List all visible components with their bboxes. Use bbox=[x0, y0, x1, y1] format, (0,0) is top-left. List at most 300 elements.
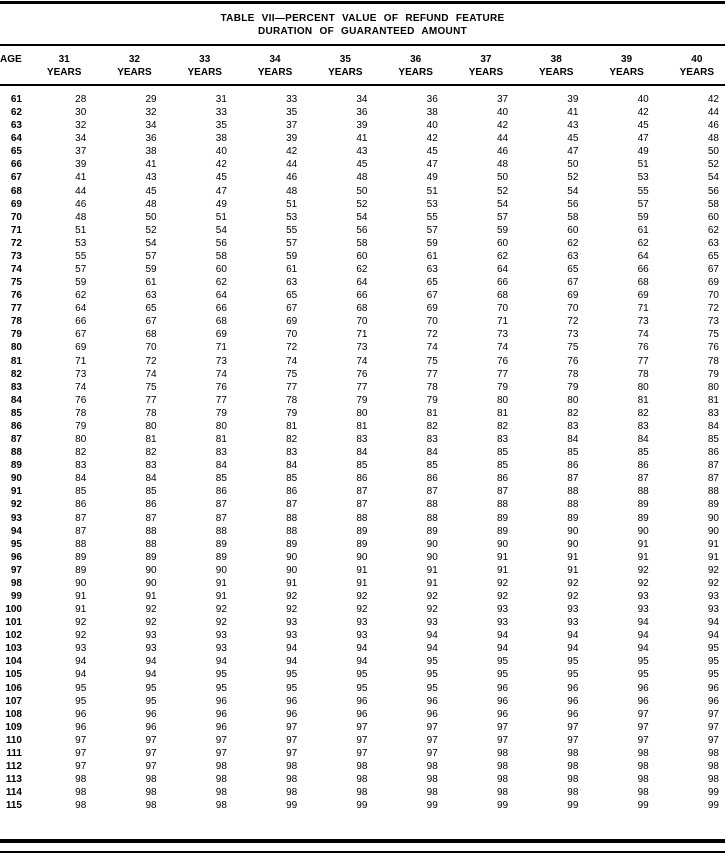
value-cell: 85 bbox=[496, 447, 509, 459]
value-cell: 74 bbox=[75, 381, 87, 393]
value-cell: 83 bbox=[426, 434, 438, 446]
value-cell: 82 bbox=[75, 447, 87, 459]
value-cell: 44 bbox=[707, 107, 719, 119]
age-cell: 78 bbox=[10, 316, 22, 328]
value-cell: 42 bbox=[215, 159, 227, 171]
year-column-header: 39 bbox=[620, 54, 633, 65]
value-cell: 78 bbox=[707, 355, 719, 367]
value-cell: 98 bbox=[496, 747, 509, 759]
value-cell: 76 bbox=[707, 342, 719, 354]
value-cell: 69 bbox=[426, 303, 438, 315]
age-cell: 80 bbox=[10, 342, 22, 354]
value-cell: 90 bbox=[356, 551, 368, 563]
years-sublabel: YEARS bbox=[328, 67, 363, 78]
value-cell: 86 bbox=[215, 486, 227, 498]
table-row bbox=[0, 564, 725, 577]
value-cell: 61 bbox=[286, 264, 298, 276]
value-cell: 84 bbox=[145, 473, 157, 485]
value-cell: 55 bbox=[637, 185, 649, 197]
table-row bbox=[0, 341, 725, 354]
value-cell: 67 bbox=[286, 303, 298, 315]
value-cell: 90 bbox=[637, 525, 649, 537]
value-cell: 98 bbox=[496, 787, 509, 799]
value-cell: 49 bbox=[215, 198, 227, 210]
table-row bbox=[0, 394, 725, 407]
value-cell: 66 bbox=[356, 290, 368, 302]
value-cell: 82 bbox=[286, 434, 298, 446]
table-row bbox=[0, 551, 725, 564]
value-cell: 92 bbox=[75, 617, 87, 629]
top-rule bbox=[0, 1, 725, 4]
value-cell: 96 bbox=[496, 695, 509, 707]
value-cell: 91 bbox=[707, 538, 719, 550]
value-cell: 33 bbox=[215, 107, 227, 119]
value-cell: 51 bbox=[426, 185, 438, 197]
value-cell: 70 bbox=[286, 329, 298, 341]
value-cell: 82 bbox=[567, 407, 579, 419]
value-cell: 74 bbox=[637, 329, 649, 341]
value-cell: 71 bbox=[637, 303, 649, 315]
age-cell: 84 bbox=[10, 394, 22, 406]
value-cell: 65 bbox=[286, 290, 298, 302]
value-cell: 99 bbox=[567, 800, 579, 812]
value-cell: 62 bbox=[215, 277, 227, 289]
value-cell: 54 bbox=[496, 198, 509, 210]
value-cell: 35 bbox=[286, 107, 298, 119]
value-cell: 91 bbox=[426, 577, 438, 589]
value-cell: 70 bbox=[356, 316, 368, 328]
age-cell: 107 bbox=[5, 695, 22, 707]
value-cell: 93 bbox=[426, 617, 438, 629]
table-row bbox=[0, 721, 725, 734]
value-cell: 69 bbox=[707, 277, 719, 289]
value-cell: 98 bbox=[356, 787, 368, 799]
value-cell: 85 bbox=[145, 486, 157, 498]
value-cell: 60 bbox=[496, 237, 509, 249]
value-cell: 80 bbox=[496, 394, 509, 406]
table-row bbox=[0, 132, 725, 145]
value-cell: 99 bbox=[356, 800, 368, 812]
value-cell: 92 bbox=[145, 617, 157, 629]
value-cell: 68 bbox=[145, 329, 157, 341]
table-row bbox=[0, 603, 725, 616]
age-cell: 90 bbox=[10, 473, 22, 485]
age-cell: 75 bbox=[10, 277, 22, 289]
value-cell: 95 bbox=[356, 682, 368, 694]
value-cell: 98 bbox=[637, 747, 649, 759]
value-cell: 80 bbox=[637, 381, 649, 393]
value-cell: 42 bbox=[286, 146, 298, 158]
value-cell: 95 bbox=[75, 695, 87, 707]
value-cell: 81 bbox=[145, 434, 157, 446]
value-cell: 33 bbox=[286, 94, 298, 105]
table-row bbox=[0, 302, 725, 315]
value-cell: 85 bbox=[356, 460, 368, 472]
value-cell: 95 bbox=[707, 656, 719, 668]
value-cell: 76 bbox=[496, 355, 509, 367]
table-row bbox=[0, 276, 725, 289]
value-cell: 97 bbox=[707, 708, 719, 720]
value-cell: 52 bbox=[567, 172, 579, 184]
value-cell: 89 bbox=[496, 525, 509, 537]
age-cell: 61 bbox=[10, 94, 22, 105]
value-cell: 69 bbox=[215, 329, 227, 341]
value-cell: 67 bbox=[145, 316, 157, 328]
value-cell: 44 bbox=[75, 185, 87, 197]
age-cell: 106 bbox=[5, 682, 22, 694]
value-cell: 98 bbox=[145, 787, 157, 799]
value-cell: 65 bbox=[707, 250, 719, 262]
value-cell: 93 bbox=[567, 604, 579, 616]
value-cell: 74 bbox=[426, 342, 438, 354]
value-cell: 85 bbox=[637, 447, 649, 459]
age-cell: 74 bbox=[10, 264, 22, 276]
value-cell: 63 bbox=[286, 277, 298, 289]
value-cell: 41 bbox=[145, 159, 157, 171]
value-cell: 97 bbox=[145, 734, 157, 746]
value-cell: 99 bbox=[637, 800, 649, 812]
value-cell: 97 bbox=[426, 747, 438, 759]
value-cell: 45 bbox=[145, 185, 157, 197]
value-cell: 76 bbox=[567, 355, 579, 367]
age-cell: 101 bbox=[5, 617, 22, 629]
value-cell: 40 bbox=[215, 146, 227, 158]
value-cell: 89 bbox=[145, 551, 157, 563]
value-cell: 77 bbox=[637, 355, 649, 367]
table-row bbox=[0, 577, 725, 590]
table-row bbox=[0, 668, 725, 681]
value-cell: 90 bbox=[707, 512, 719, 524]
value-cell: 97 bbox=[637, 708, 649, 720]
value-cell: 86 bbox=[145, 499, 157, 511]
value-cell: 53 bbox=[286, 211, 298, 223]
value-cell: 95 bbox=[145, 695, 157, 707]
value-cell: 31 bbox=[215, 94, 227, 105]
value-cell: 54 bbox=[145, 237, 157, 249]
value-cell: 72 bbox=[426, 329, 438, 341]
value-cell: 92 bbox=[215, 617, 227, 629]
value-cell: 70 bbox=[426, 316, 438, 328]
value-cell: 63 bbox=[145, 290, 157, 302]
value-cell: 87 bbox=[707, 473, 719, 485]
years-sublabel: YEARS bbox=[468, 67, 504, 78]
value-cell: 49 bbox=[426, 172, 438, 184]
value-cell: 91 bbox=[75, 604, 87, 616]
value-cell: 85 bbox=[75, 486, 87, 498]
age-cell: 68 bbox=[10, 185, 22, 197]
value-cell: 96 bbox=[426, 695, 438, 707]
years-sublabel: YEARS bbox=[257, 67, 293, 78]
value-cell: 73 bbox=[215, 355, 227, 367]
value-cell: 86 bbox=[286, 486, 298, 498]
value-cell: 84 bbox=[75, 473, 87, 485]
value-cell: 91 bbox=[496, 551, 509, 563]
value-cell: 90 bbox=[426, 538, 438, 550]
age-cell: 94 bbox=[10, 525, 22, 537]
value-cell: 95 bbox=[496, 656, 509, 668]
value-cell: 78 bbox=[567, 368, 579, 380]
value-cell: 57 bbox=[637, 198, 649, 210]
value-cell: 83 bbox=[707, 407, 719, 419]
value-cell: 88 bbox=[426, 499, 438, 511]
value-cell: 88 bbox=[496, 499, 509, 511]
age-cell: 76 bbox=[10, 290, 22, 302]
value-cell: 95 bbox=[637, 669, 649, 681]
value-cell: 84 bbox=[637, 434, 649, 446]
value-cell: 91 bbox=[215, 577, 227, 589]
age-cell: 104 bbox=[5, 656, 22, 668]
value-cell: 93 bbox=[567, 617, 579, 629]
table-row bbox=[0, 171, 725, 184]
table-row bbox=[0, 211, 725, 224]
value-cell: 93 bbox=[286, 630, 298, 642]
age-cell: 83 bbox=[10, 381, 22, 393]
header-bottom-rule bbox=[0, 84, 725, 86]
table-row bbox=[0, 237, 725, 250]
value-cell: 61 bbox=[145, 277, 157, 289]
value-cell: 97 bbox=[286, 734, 298, 746]
value-cell: 65 bbox=[426, 277, 438, 289]
value-cell: 60 bbox=[356, 250, 368, 262]
value-cell: 81 bbox=[286, 420, 298, 432]
column-header-row-years bbox=[0, 66, 725, 79]
value-cell: 85 bbox=[496, 460, 509, 472]
year-column-header: 40 bbox=[691, 54, 703, 65]
value-cell: 94 bbox=[356, 656, 368, 668]
age-cell: 115 bbox=[5, 800, 22, 812]
value-cell: 99 bbox=[707, 787, 719, 799]
value-cell: 51 bbox=[215, 211, 227, 223]
value-cell: 41 bbox=[356, 133, 368, 145]
age-cell: 91 bbox=[10, 486, 22, 498]
value-cell: 72 bbox=[145, 355, 157, 367]
value-cell: 36 bbox=[356, 107, 368, 119]
age-cell: 88 bbox=[10, 447, 22, 459]
value-cell: 72 bbox=[707, 303, 719, 315]
value-cell: 51 bbox=[75, 224, 87, 236]
table-row bbox=[0, 459, 725, 472]
value-cell: 94 bbox=[426, 630, 438, 642]
value-cell: 65 bbox=[145, 303, 157, 315]
value-cell: 79 bbox=[75, 420, 87, 432]
value-cell: 37 bbox=[75, 146, 87, 158]
age-cell: 77 bbox=[10, 303, 22, 315]
value-cell: 57 bbox=[145, 250, 157, 262]
value-cell: 82 bbox=[637, 407, 649, 419]
value-cell: 98 bbox=[426, 787, 438, 799]
value-cell: 89 bbox=[707, 499, 719, 511]
value-cell: 87 bbox=[145, 512, 157, 524]
value-cell: 91 bbox=[707, 551, 719, 563]
value-cell: 97 bbox=[496, 721, 509, 733]
value-cell: 88 bbox=[637, 486, 649, 498]
value-cell: 94 bbox=[286, 643, 298, 655]
value-cell: 62 bbox=[567, 237, 579, 249]
value-cell: 68 bbox=[215, 316, 227, 328]
value-cell: 99 bbox=[707, 800, 719, 812]
value-cell: 86 bbox=[707, 447, 719, 459]
value-cell: 94 bbox=[356, 643, 368, 655]
value-cell: 72 bbox=[567, 316, 579, 328]
value-cell: 39 bbox=[286, 133, 298, 145]
value-cell: 88 bbox=[215, 525, 227, 537]
table-row bbox=[0, 433, 725, 446]
value-cell: 69 bbox=[637, 290, 649, 302]
value-cell: 78 bbox=[637, 368, 649, 380]
value-cell: 95 bbox=[426, 656, 438, 668]
value-cell: 83 bbox=[75, 460, 87, 472]
value-cell: 98 bbox=[567, 774, 579, 786]
value-cell: 69 bbox=[567, 290, 579, 302]
table-row bbox=[0, 368, 725, 381]
value-cell: 86 bbox=[496, 473, 509, 485]
value-cell: 38 bbox=[145, 146, 157, 158]
table-row bbox=[0, 355, 725, 368]
value-cell: 90 bbox=[426, 551, 438, 563]
value-cell: 94 bbox=[496, 630, 509, 642]
table-row bbox=[0, 655, 725, 668]
age-cell: 82 bbox=[10, 368, 22, 380]
value-cell: 91 bbox=[145, 590, 157, 602]
value-cell: 63 bbox=[426, 264, 438, 276]
value-cell: 74 bbox=[496, 342, 509, 354]
value-cell: 99 bbox=[496, 800, 509, 812]
value-cell: 96 bbox=[286, 708, 298, 720]
value-cell: 78 bbox=[426, 381, 438, 393]
value-cell: 91 bbox=[567, 564, 579, 576]
value-cell: 92 bbox=[356, 590, 368, 602]
value-cell: 95 bbox=[496, 669, 509, 681]
table-row bbox=[0, 734, 725, 747]
value-cell: 80 bbox=[356, 407, 368, 419]
value-cell: 71 bbox=[496, 316, 509, 328]
value-cell: 45 bbox=[567, 133, 579, 145]
value-cell: 89 bbox=[637, 512, 649, 524]
value-cell: 62 bbox=[356, 264, 368, 276]
table-row bbox=[0, 760, 725, 773]
value-cell: 92 bbox=[145, 604, 157, 616]
value-cell: 96 bbox=[215, 708, 227, 720]
value-cell: 94 bbox=[637, 643, 649, 655]
value-cell: 58 bbox=[356, 237, 368, 249]
value-cell: 39 bbox=[75, 159, 87, 171]
value-cell: 77 bbox=[496, 368, 509, 380]
value-cell: 38 bbox=[426, 107, 438, 119]
year-column-header: 34 bbox=[269, 54, 281, 65]
value-cell: 55 bbox=[426, 211, 438, 223]
value-cell: 50 bbox=[567, 159, 579, 171]
value-cell: 96 bbox=[567, 708, 579, 720]
value-cell: 60 bbox=[215, 264, 227, 276]
value-cell: 95 bbox=[426, 682, 438, 694]
value-cell: 45 bbox=[426, 146, 438, 158]
value-cell: 94 bbox=[75, 656, 87, 668]
value-cell: 94 bbox=[567, 643, 579, 655]
age-cell: 70 bbox=[10, 211, 22, 223]
age-cell: 108 bbox=[5, 708, 22, 720]
value-cell: 56 bbox=[215, 237, 227, 249]
age-cell: 113 bbox=[5, 774, 22, 786]
value-cell: 42 bbox=[707, 94, 719, 105]
value-cell: 45 bbox=[215, 172, 227, 184]
value-cell: 89 bbox=[215, 551, 227, 563]
value-cell: 54 bbox=[567, 185, 579, 197]
table-row bbox=[0, 328, 725, 341]
table-row bbox=[0, 485, 725, 498]
value-cell: 40 bbox=[426, 120, 438, 132]
age-cell: 103 bbox=[5, 643, 22, 655]
value-cell: 92 bbox=[356, 604, 368, 616]
value-cell: 39 bbox=[567, 94, 579, 105]
value-cell: 47 bbox=[215, 185, 227, 197]
value-cell: 99 bbox=[286, 800, 298, 812]
value-cell: 79 bbox=[286, 407, 298, 419]
value-cell: 94 bbox=[707, 617, 719, 629]
value-cell: 87 bbox=[567, 473, 579, 485]
year-column-header: 36 bbox=[410, 54, 422, 65]
value-cell: 88 bbox=[356, 512, 368, 524]
value-cell: 88 bbox=[426, 512, 438, 524]
value-cell: 93 bbox=[215, 630, 227, 642]
value-cell: 62 bbox=[496, 250, 509, 262]
value-cell: 92 bbox=[286, 604, 298, 616]
value-cell: 95 bbox=[356, 669, 368, 681]
value-cell: 92 bbox=[426, 590, 438, 602]
value-cell: 80 bbox=[707, 381, 719, 393]
value-cell: 86 bbox=[75, 499, 87, 511]
value-cell: 92 bbox=[426, 604, 438, 616]
age-cell: 99 bbox=[10, 590, 22, 602]
value-cell: 68 bbox=[496, 290, 509, 302]
age-cell: 67 bbox=[10, 172, 22, 184]
value-cell: 88 bbox=[567, 486, 579, 498]
value-cell: 63 bbox=[567, 250, 579, 262]
value-cell: 54 bbox=[215, 224, 227, 236]
value-cell: 90 bbox=[215, 564, 227, 576]
value-cell: 55 bbox=[75, 250, 87, 262]
years-sublabel: YEARS bbox=[187, 67, 222, 78]
value-cell: 92 bbox=[215, 604, 227, 616]
value-cell: 98 bbox=[567, 787, 579, 799]
value-cell: 59 bbox=[637, 211, 649, 223]
value-cell: 88 bbox=[145, 525, 157, 537]
value-cell: 96 bbox=[75, 708, 87, 720]
bottom-rule-thin bbox=[0, 851, 725, 853]
value-cell: 48 bbox=[707, 133, 719, 145]
value-cell: 90 bbox=[567, 525, 579, 537]
value-cell: 87 bbox=[637, 473, 649, 485]
age-column-header-spacer bbox=[0, 66, 22, 79]
value-cell: 86 bbox=[567, 460, 579, 472]
value-cell: 84 bbox=[426, 447, 438, 459]
value-cell: 63 bbox=[707, 237, 719, 249]
table-row bbox=[0, 616, 725, 629]
value-cell: 92 bbox=[707, 577, 719, 589]
value-cell: 97 bbox=[356, 721, 368, 733]
value-cell: 76 bbox=[215, 381, 227, 393]
value-cell: 37 bbox=[496, 94, 509, 105]
value-cell: 98 bbox=[707, 774, 719, 786]
bottom-rule-thick bbox=[0, 839, 725, 843]
value-cell: 97 bbox=[356, 747, 368, 759]
value-cell: 97 bbox=[567, 721, 579, 733]
value-cell: 67 bbox=[567, 277, 579, 289]
value-cell: 83 bbox=[637, 420, 649, 432]
value-cell: 97 bbox=[426, 734, 438, 746]
value-cell: 79 bbox=[496, 381, 509, 393]
value-cell: 91 bbox=[567, 551, 579, 563]
value-cell: 28 bbox=[75, 94, 87, 105]
